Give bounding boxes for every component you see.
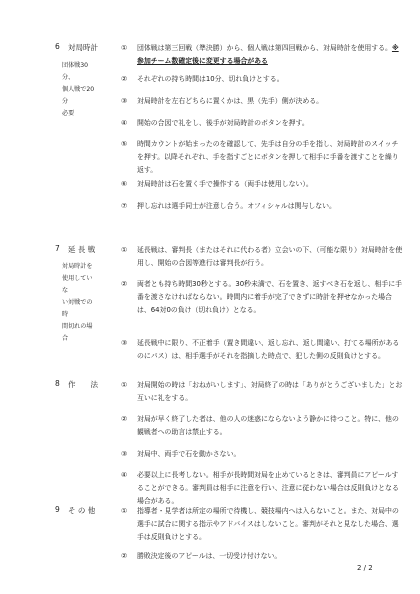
page-number: 2 / 2 (357, 564, 373, 572)
section-title: 作 法 (68, 380, 98, 389)
list-item: ③ 延長戦中に限り、不正着手（置き間違い、返し忘れ、返し間違い、打てる場所があるのにパス）は、相手選手がそれを指摘した時点で、犯した側の反則負けとする。 (121, 339, 400, 360)
note-line: 間切れの場合 (62, 323, 93, 342)
list-item: ② 対局が早く終了した者は、他の人の迷惑にならないよう静かに待つこと。特に、他の観戦者への助言は禁止する。 (121, 415, 399, 436)
list-item: ② 勝敗決定後のアピールは、一切受け付けない。 (121, 552, 282, 560)
emphasis-note: ※参加チーム数確定後に変更する場合がある (137, 44, 399, 65)
list-item: ① 延長戦は、審判長（またはそれに代わる者）立会いの下、（可能な限り）対局時計を使用し、開始の合図等進行は審判長が行う。 (121, 246, 403, 267)
section-number: 7 (55, 244, 60, 253)
section-number: 8 (55, 379, 60, 388)
section-title: 対局時計 (68, 43, 98, 52)
section-note (62, 60, 96, 120)
list-item: ③ 対局中、両手で石を動かさない。 (121, 450, 241, 458)
list-item: ① 対局開始の時は「おねがいします」、対局終了の時は「ありがとうございました」とお互いに礼をする。 (121, 381, 403, 402)
section-title: そ の 他 (68, 506, 96, 515)
list-item: ① 団体戦は第三回戦（準決勝）から、個人戦は第四回戦から、対局時計を使用する。※参加チーム数確定後に変更する場合がある (121, 44, 399, 65)
section-number: 6 (55, 42, 60, 51)
list-item: ⑥ 対局時計は石を置く手で操作する（両手は使用しない）。 (121, 180, 313, 188)
note-line: 使用していな (62, 275, 93, 294)
list-item: ③ 対局時計を左右どちらに置くかは、黒（先手）側が決める。 (121, 97, 324, 105)
list-item: ① 指導者・見学者は所定の場所で待機し、競技場内へは入らないこと。また、対局中の選手に試合に関する指示やアドバイスはしないこと。審判がそれと見なした場合、選手は反則負けとする。 (121, 507, 399, 541)
note-line: 個人戦で20分 (62, 86, 95, 105)
list-item: ④ 必要以上に長考しない。相手が長時間対局を止めているときは、審判員にアピールすることができる。審判員は相手に注意を行い、注意に従わない場合は反則負けとなる場合がある。 (121, 471, 399, 505)
section-number: 9 (55, 505, 60, 514)
list-item: ② それぞれの持ち時間は10分、切れ負けとする。 (121, 75, 284, 83)
note-line: 必要 (62, 110, 75, 117)
note-line: 団体戦30分、 (62, 62, 89, 81)
list-item: ⑤ 時間カウントが始まったのを確認して、先手は自分の手を指し、対局時計のスイッチを押す。以降それぞれ、手を指すごとにボタンを押して相手に手番を渡すことを繰り返す。 (121, 140, 399, 174)
note-line: い対戦での時 (62, 299, 93, 318)
section-title: 延 長 戦 (68, 245, 96, 254)
note-line: 対局時計を (62, 263, 93, 270)
list-item: ② 両者とも持ち時間30秒とする。30秒未満で、石を置き、返すべき石を返し、相手に手番を渡さなければならない。時間内に着手が完了できずに時計を押せなかった場合は、64対0の負け（切れ負け）となる。 (121, 280, 403, 314)
section-note (62, 261, 96, 345)
list-item: ⑦ 押し忘れは選手同士が注意し合う。オフィシャルは関与しない。 (121, 202, 336, 210)
list-item: ④ 開始の合図で礼をし、後手が対局時計のボタンを押す。 (121, 119, 309, 127)
